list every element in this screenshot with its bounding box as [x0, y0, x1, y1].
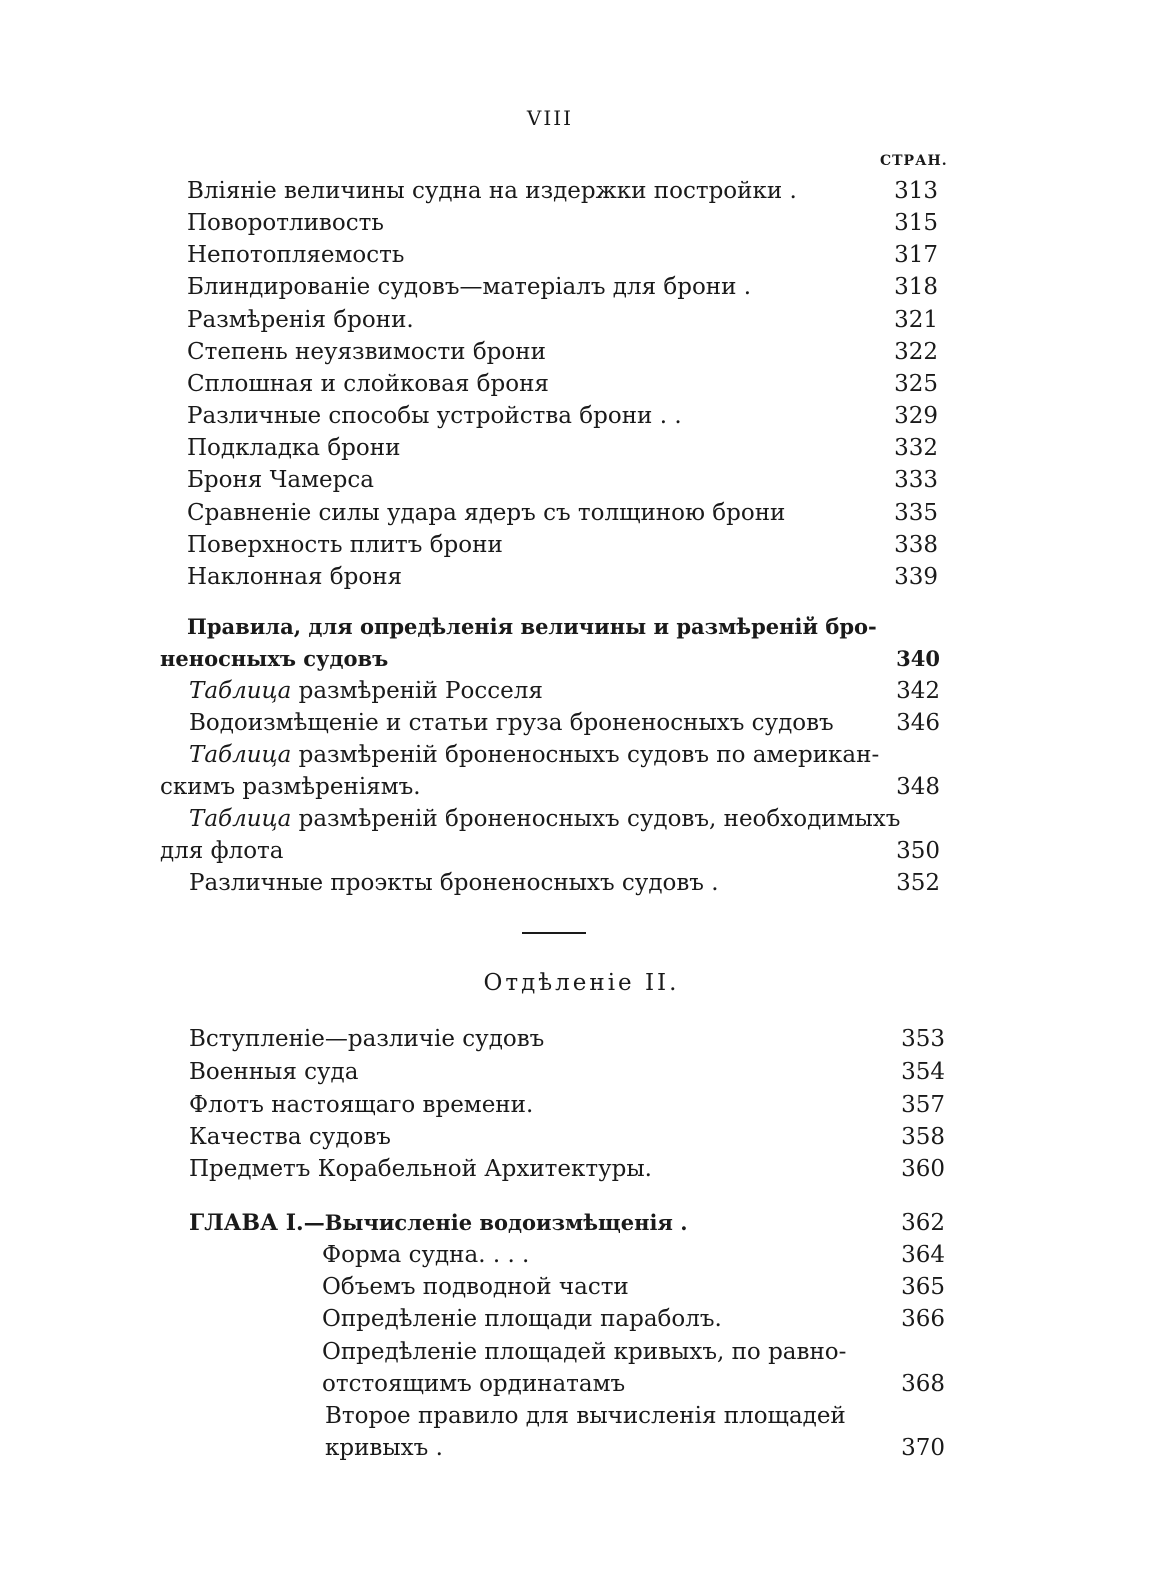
toc-entry-title: [189, 742, 879, 768]
toc-entry: [0, 838, 1163, 868]
toc-entry-title: Качества судовъ: [189, 1124, 391, 1150]
toc-rules-line1: Правила, для опредѣленія величины и размѣреній бро-: [187, 614, 877, 639]
toc-entry: [0, 210, 1163, 240]
toc-rules-line2: неносныхъ судовъ: [160, 646, 389, 671]
toc-entry: [0, 1339, 1163, 1369]
toc-entry-title: Второе правило для вычисленія площадей: [325, 1403, 846, 1429]
table-label: Таблица: [189, 742, 292, 768]
toc-entry-title: Различные способы устройства брони . .: [187, 403, 682, 429]
toc-entry-page: 322: [894, 339, 938, 365]
toc-entry: [0, 178, 1163, 208]
toc-entry-page: 340: [896, 646, 940, 671]
toc-entry: [0, 307, 1163, 337]
table-label: Таблица: [189, 806, 292, 832]
toc-entry: [0, 1435, 1163, 1465]
toc-entry: [0, 1026, 1163, 1056]
toc-entry: [0, 274, 1163, 304]
toc-entry-title: Опредѣленіе площади параболъ.: [322, 1306, 722, 1332]
toc-entry-page: 352: [896, 870, 940, 896]
toc-entry-title: Поворотливость: [187, 210, 384, 236]
toc-entry: [0, 742, 1163, 772]
table-title: размѣреній броненосныхъ судовъ по американ-: [291, 742, 880, 768]
chapter-title: [189, 1210, 688, 1236]
toc-entry-continuation: кривыхъ .: [325, 1435, 443, 1461]
toc-entry-title: Вліяніе величины судна на издержки постройки .: [187, 178, 797, 204]
toc-entry-title: Размѣренія брони.: [187, 307, 414, 333]
toc-entry: [0, 242, 1163, 272]
toc-entry: [0, 806, 1163, 836]
toc-entry-title: Вступленіе—различіе судовъ: [189, 1026, 545, 1052]
toc-entry-title: Объемъ подводной части: [322, 1274, 629, 1300]
toc-entry: [0, 678, 1163, 708]
section-title: Отдѣленіе II.: [483, 970, 680, 996]
toc-entry-page: 315: [894, 210, 938, 236]
toc-entry-title: Поверхность плитъ брони: [187, 532, 503, 558]
toc-entry-page: 370: [901, 1435, 945, 1461]
toc-entry-page: 346: [896, 710, 940, 736]
toc-entry-page: 333: [894, 467, 938, 493]
section-divider: [522, 932, 586, 934]
toc-entry-page: 335: [894, 500, 938, 526]
chapter-label: ГЛАВА I.: [189, 1210, 304, 1236]
toc-entry: [0, 1242, 1163, 1272]
toc-entry-page: 313: [894, 178, 938, 204]
toc-entry-page: 332: [894, 435, 938, 461]
page-column-header: СТРАН.: [880, 153, 948, 169]
toc-entry-page: 329: [894, 403, 938, 429]
toc-entry: [0, 564, 1163, 594]
toc-entry-title: Сравненіе силы удара ядеръ съ толщиною брони: [187, 500, 786, 526]
chapter-name: —Вычисленіе водоизмѣщенія .: [303, 1210, 688, 1235]
toc-entry-title: Опредѣленіе площадей кривыхъ, по равно-: [322, 1339, 847, 1365]
toc-entry-title: Предметъ Корабельной Архитектуры.: [189, 1156, 652, 1182]
toc-entry-page: 368: [901, 1371, 945, 1397]
toc-entry: [0, 1156, 1163, 1186]
toc-entry-continuation: для флота: [160, 838, 284, 864]
toc-entry-title: Форма судна. . . .: [322, 1242, 530, 1268]
toc-entry-title: Флотъ настоящаго времени.: [189, 1092, 534, 1118]
toc-entry-title: [189, 678, 543, 704]
toc-entry: [0, 1371, 1163, 1401]
toc-entry: [0, 500, 1163, 530]
toc-entry: [0, 467, 1163, 497]
toc-entry-page: 364: [901, 1242, 945, 1268]
toc-entry-title: Подкладка брони: [187, 435, 401, 461]
toc-entry-page: 325: [894, 371, 938, 397]
toc-entry: [0, 1059, 1163, 1089]
toc-entry: [0, 1274, 1163, 1304]
toc-entry: [0, 1403, 1163, 1433]
toc-entry-page: 321: [894, 307, 938, 333]
table-title: размѣреній Росселя: [291, 678, 543, 704]
toc-rules-heading: [0, 614, 1163, 644]
toc-entry: [0, 710, 1163, 740]
toc-entry: [0, 339, 1163, 369]
toc-entry: [0, 435, 1163, 465]
toc-entry: [0, 646, 1163, 676]
toc-entry-title: Непотопляемость: [187, 242, 405, 268]
toc-entry-title: Различные проэкты броненосныхъ судовъ .: [189, 870, 719, 896]
toc-entry: [0, 774, 1163, 804]
toc-entry-page: 354: [901, 1059, 945, 1085]
toc-entry-continuation: отстоящимъ ординатамъ: [322, 1371, 626, 1397]
toc-entry: [0, 1306, 1163, 1336]
toc-entry-page: 360: [901, 1156, 945, 1182]
toc-entry-continuation: скимъ размѣреніямъ.: [160, 774, 421, 800]
toc-entry-title: [189, 806, 900, 832]
chapter-heading: [0, 1210, 1163, 1240]
toc-entry-title: Наклонная броня: [187, 564, 403, 590]
toc-entry-page: 338: [894, 532, 938, 558]
toc-entry-page: 350: [896, 838, 940, 864]
toc-entry-page: 348: [896, 774, 940, 800]
table-title: размѣреній броненосныхъ судовъ, необходимыхъ: [291, 806, 901, 832]
toc-entry-title: Блиндированіе судовъ—матеріалъ для брони .: [187, 274, 752, 300]
toc-entry: [0, 1092, 1163, 1122]
toc-entry-title: Военныя суда: [189, 1059, 359, 1085]
toc-entry-page: 358: [901, 1124, 945, 1150]
toc-entry-page: 318: [894, 274, 938, 300]
toc-entry: [0, 532, 1163, 562]
toc-entry-title: Степень неуязвимости брони: [187, 339, 546, 365]
toc-entry-page: 353: [901, 1026, 945, 1052]
toc-entry: [0, 870, 1163, 900]
toc-entry: [0, 1124, 1163, 1154]
toc-entry-page: 317: [894, 242, 938, 268]
table-label: Таблица: [189, 678, 292, 704]
toc-entry: [0, 371, 1163, 401]
toc-entry-title: Броня Чамерса: [187, 467, 374, 493]
toc-entry-page: 365: [901, 1274, 945, 1300]
toc-entry-title: Сплошная и слойковая броня: [187, 371, 549, 397]
page-number: VIII: [526, 106, 574, 130]
toc-entry-title: Водоизмѣщеніе и статьи груза броненосныхъ судовъ: [189, 710, 834, 736]
toc-entry-page: 339: [894, 564, 938, 590]
toc-entry: [0, 403, 1163, 433]
toc-entry-page: 357: [901, 1092, 945, 1118]
toc-entry-page: 362: [901, 1210, 945, 1236]
toc-entry-page: 366: [901, 1306, 945, 1332]
toc-entry-page: 342: [896, 678, 940, 704]
